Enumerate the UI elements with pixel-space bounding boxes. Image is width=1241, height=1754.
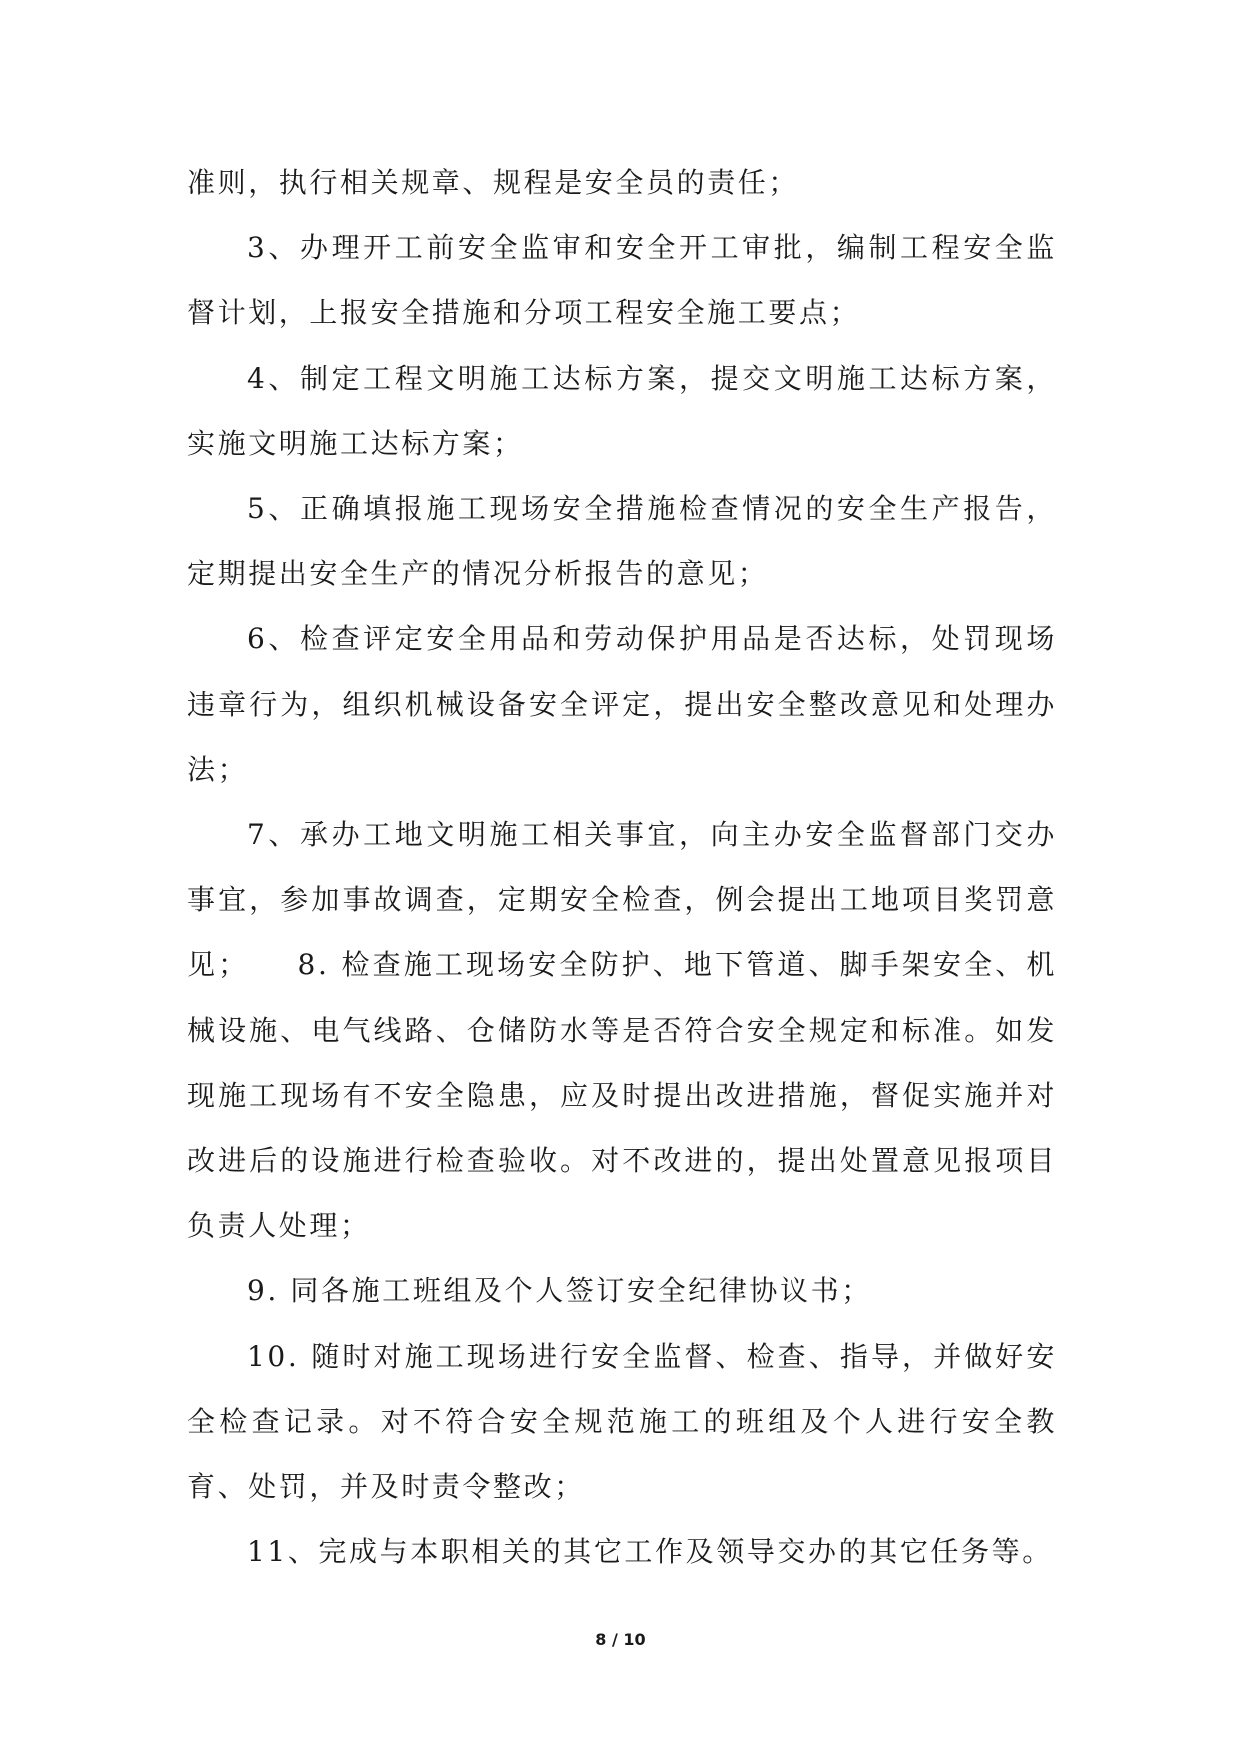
paragraph-item-10: 10. 随时对施工现场进行安全监督、检查、指导，并做好安全检查记录。对不符合安全规范施工的班组及个人进行安全教育、处罚，并及时责令整改； <box>187 1339 1057 1504</box>
paragraph-item-9: 9. 同各施工班组及个人签订安全纪律协议书； <box>247 1274 872 1308</box>
document-body <box>187 150 1057 1584</box>
paragraph-item-6: 6、检查评定安全用品和劳动保护用品是否达标，处罚现场违章行为，组织机械设备安全评定，提出安全整改意见和处理办法； <box>187 622 1057 786</box>
paragraph-item-4: 4、制定工程文明施工达标方案，提交文明施工达标方案，实施文明施工达标方案； <box>187 361 1057 460</box>
paragraph-item-5: 5、正确填报施工现场安全措施检查情况的安全生产报告，定期提出安全生产的情况分析报告的意见； <box>187 492 1057 591</box>
paragraph-item-7-8: 7、承办工地文明施工相关事宜，向主办安全监督部门交办事宜，参加事故调查，定期安全检查，例会提出工地项目奖罚意见； 8. 检查施工现场安全防护、地下管道、脚手架安全、机械设施、电气线路、仓储防水等是否符合安全规定和标准。如发现施工现场有不安全隐患，应及时提出改进措施，督促实施并对改进后的设施进行检查验收。对不改进的，提出处置意见报项目负责人处理； <box>187 818 1057 1243</box>
paragraph-item-11: 11、完成与本职相关的其它工作及领导交办的其它任务等。 <box>247 1535 1053 1569</box>
page-number: 8 / 10 <box>595 1630 646 1649</box>
paragraph-item-3: 3、办理开工前安全监审和安全开工审批，编制工程安全监督计划，上报安全措施和分项工程安全施工要点； <box>187 231 1057 330</box>
paragraph-continuation: 准则，执行相关规章、规程是安全员的责任； <box>187 166 800 199</box>
